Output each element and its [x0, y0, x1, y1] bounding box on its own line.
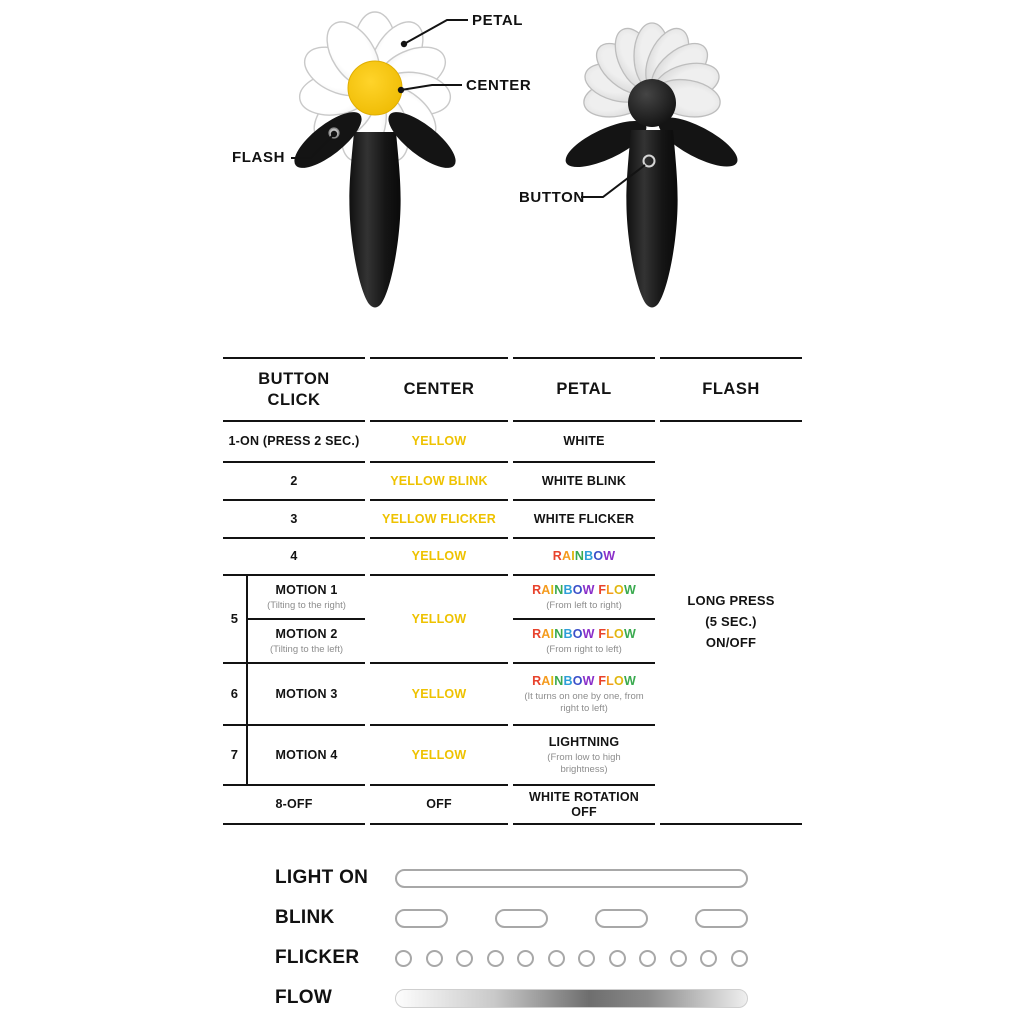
legend-row-blink — [0, 908, 1024, 928]
row3-center: YELLOW FLICKER — [370, 501, 508, 539]
row2-center: YELLOW BLINK — [370, 463, 508, 501]
flash-label: FLASH — [232, 149, 285, 166]
legend-row-flow — [0, 988, 1024, 1008]
row4-petal: RAINBOW — [513, 539, 655, 576]
row8-petal: WHITE ROTATION OFF — [513, 786, 655, 825]
petal-label: PETAL — [472, 12, 524, 29]
center-ball-back — [628, 79, 676, 127]
row1-petal: WHITE — [513, 422, 655, 463]
row7-number: 7 — [223, 726, 248, 784]
row5-center: YELLOW — [370, 576, 508, 664]
row5-button — [223, 576, 365, 664]
row5-number: 5 — [223, 576, 248, 662]
function-table — [223, 357, 802, 825]
row8-button: 8-OFF — [223, 786, 365, 825]
legend-row-flicker — [0, 948, 1024, 968]
row4-center: YELLOW — [370, 539, 508, 576]
flicker-label: FLICKER — [275, 947, 360, 968]
lightstick-artwork — [0, 0, 1024, 345]
row5a-petal: RAINBOW FLOW (From left to right) — [513, 576, 655, 620]
row7-petal: LIGHTNING (From low to high brightness) — [513, 726, 655, 786]
flicker-dots-graphic — [395, 950, 748, 967]
col-header-flash: FLASH — [660, 357, 802, 422]
flash-note: LONG PRESS (5 SEC.) ON/OFF — [660, 422, 802, 825]
row6-button: 6 MOTION 3 — [223, 664, 365, 726]
row1-center: YELLOW — [370, 422, 508, 463]
row6-number: 6 — [223, 664, 248, 724]
row1-button: 1-ON (PRESS 2 SEC.) — [223, 422, 365, 463]
row2-petal: WHITE BLINK — [513, 463, 655, 501]
blink-label: BLINK — [275, 907, 335, 928]
flow-gradient-graphic — [395, 989, 748, 1008]
col-header-petal: PETAL — [513, 357, 655, 422]
legend-row-light-on — [0, 868, 1024, 888]
row5b-button: MOTION 2 (Tilting to the left) — [269, 626, 344, 655]
lightstick-diagram — [0, 0, 1024, 345]
row3-button: 3 — [223, 501, 365, 539]
col-header-center: CENTER — [370, 357, 508, 422]
row2-button: 2 — [223, 463, 365, 501]
light-on-label: LIGHT ON — [275, 867, 369, 888]
row6-center: YELLOW — [370, 664, 508, 726]
row7-button: 7 MOTION 4 — [223, 726, 365, 786]
row8-center: OFF — [370, 786, 508, 825]
row7-center: YELLOW — [370, 726, 508, 786]
row5a-button: MOTION 1 (Tilting to the right) — [248, 576, 365, 620]
light-on-bar-graphic — [395, 869, 748, 888]
flower-center — [348, 61, 402, 115]
lightstick-front-view — [286, 12, 463, 308]
lightstick-side-view — [560, 22, 744, 308]
button-label: BUTTON — [519, 189, 585, 206]
row4-button: 4 — [223, 539, 365, 576]
center-label: CENTER — [466, 77, 532, 94]
row3-petal: WHITE FLICKER — [513, 501, 655, 539]
blink-pills-graphic — [395, 909, 748, 928]
row5b-petal: RAINBOW FLOW (From right to left) — [513, 620, 655, 664]
row6-petal: RAINBOW FLOW (It turns on one by one, from right to left) — [513, 664, 655, 726]
col-header-button-click: BUTTON CLICK — [223, 357, 365, 422]
flow-label: FLOW — [275, 987, 333, 1008]
